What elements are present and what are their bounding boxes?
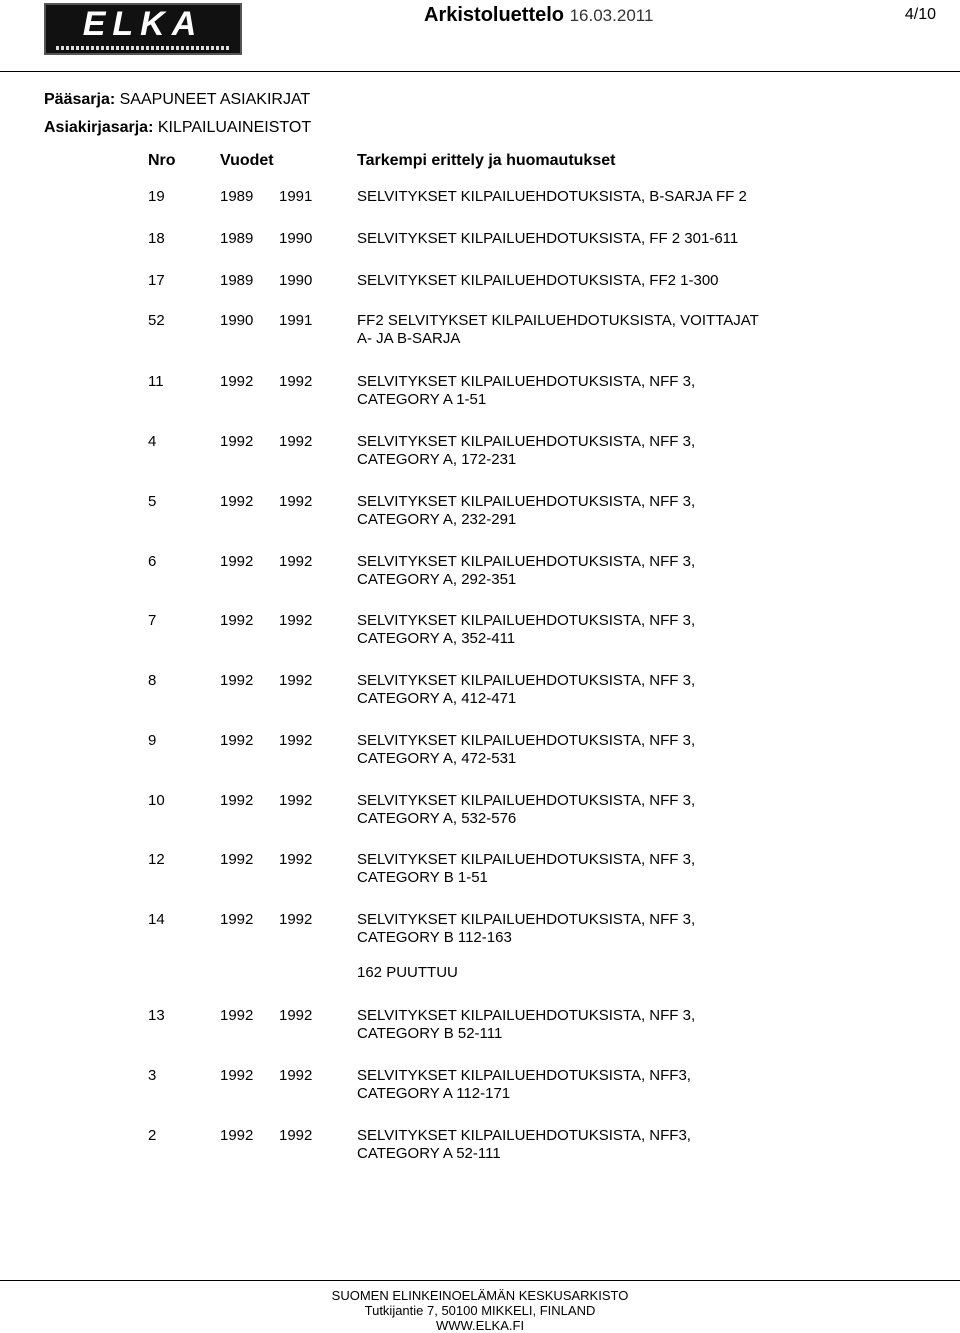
end-year: 1992 <box>279 792 313 809</box>
start-year: 1992 <box>220 493 254 510</box>
end-year: 1992 <box>279 612 313 629</box>
end-year: 1992 <box>279 373 313 390</box>
start-year: 1992 <box>220 672 254 689</box>
description-line-1: SELVITYKSET KILPAILUEHDOTUKSISTA, NFF3, <box>357 1127 691 1144</box>
record-number: 13 <box>148 1007 165 1024</box>
description-line-2: CATEGORY B 112-163 <box>357 929 512 946</box>
start-year: 1992 <box>220 1127 254 1144</box>
description-line-1: SELVITYKSET KILPAILUEHDOTUKSISTA, NFF3, <box>357 1067 691 1084</box>
record-description <box>357 672 917 708</box>
record-description <box>357 612 917 648</box>
column-header-years: Vuodet <box>220 152 274 169</box>
start-year: 1989 <box>220 272 254 289</box>
end-year: 1990 <box>279 272 313 289</box>
description-line-1: SELVITYKSET KILPAILUEHDOTUKSISTA, NFF 3, <box>357 553 696 570</box>
start-year: 1989 <box>220 230 254 247</box>
end-year: 1992 <box>279 433 313 450</box>
record-description <box>357 188 917 206</box>
description-line-1: SELVITYKSET KILPAILUEHDOTUKSISTA, B-SARJA FF 2 <box>357 188 747 205</box>
footer-address: Tutkijantie 7, 50100 MIKKELI, FINLAND <box>364 1303 596 1318</box>
main-series-value: SAAPUNEET ASIAKIRJAT <box>119 91 311 108</box>
start-year: 1992 <box>220 1067 254 1084</box>
record-number: 12 <box>148 851 165 868</box>
record-number: 9 <box>148 732 157 749</box>
end-year: 1992 <box>279 553 313 570</box>
start-year: 1992 <box>220 732 254 749</box>
description-line-1: SELVITYKSET KILPAILUEHDOTUKSISTA, FF2 1-300 <box>357 272 719 289</box>
record-number: 10 <box>148 792 165 809</box>
end-year: 1992 <box>279 1127 313 1144</box>
document-series-value: KILPAILUAINEISTOT <box>157 119 312 136</box>
record-number: 4 <box>148 433 157 450</box>
description-line-1: SELVITYKSET KILPAILUEHDOTUKSISTA, NFF 3, <box>357 373 696 390</box>
record-description <box>357 553 917 589</box>
end-year: 1992 <box>279 732 313 749</box>
start-year: 1992 <box>220 612 254 629</box>
start-year: 1992 <box>220 1007 254 1024</box>
elka-logo <box>44 3 242 55</box>
document-date: 16.03.2011 <box>569 6 654 25</box>
description-line-1: SELVITYKSET KILPAILUEHDOTUKSISTA, NFF 3, <box>357 612 696 629</box>
record-description <box>357 272 917 290</box>
document-title <box>424 4 653 27</box>
record-number: 3 <box>148 1067 157 1084</box>
start-year: 1992 <box>220 851 254 868</box>
description-line-2: CATEGORY B 52-111 <box>357 1025 503 1042</box>
record-description <box>357 1127 917 1163</box>
record-description <box>357 1007 917 1043</box>
start-year: 1989 <box>220 188 254 205</box>
record-number: 7 <box>148 612 157 629</box>
missing-note: 162 PUUTTUU <box>357 964 458 981</box>
start-year: 1992 <box>220 792 254 809</box>
end-year: 1992 <box>279 851 313 868</box>
logo-subtitle-strip <box>56 46 230 50</box>
record-number: 17 <box>148 272 165 289</box>
page-number: 4/10 <box>904 6 936 23</box>
description-line-2: CATEGORY A, 232-291 <box>357 511 517 528</box>
end-year: 1991 <box>279 188 313 205</box>
column-header-details: Tarkempi erittely ja huomautukset <box>357 152 616 169</box>
start-year: 1990 <box>220 312 254 329</box>
footer-website: WWW.ELKA.FI <box>435 1318 525 1333</box>
document-series <box>44 118 311 138</box>
description-line-2: CATEGORY A, 472-531 <box>357 750 517 767</box>
record-number: 11 <box>148 373 164 390</box>
start-year: 1992 <box>220 373 254 390</box>
record-number: 18 <box>148 230 165 247</box>
end-year: 1991 <box>279 312 313 329</box>
description-line-1: SELVITYKSET KILPAILUEHDOTUKSISTA, NFF 3, <box>357 911 696 928</box>
record-description <box>357 312 917 348</box>
description-line-2: A- JA B-SARJA <box>357 330 461 347</box>
record-number: 19 <box>148 188 165 205</box>
record-description <box>357 1067 917 1103</box>
description-line-2: CATEGORY A 1-51 <box>357 391 487 408</box>
description-line-2: CATEGORY B 1-51 <box>357 869 488 886</box>
footer-divider <box>0 1280 960 1281</box>
record-description <box>357 792 917 828</box>
document-series-label: Asiakirjasarja: <box>44 119 154 136</box>
description-line-1: SELVITYKSET KILPAILUEHDOTUKSISTA, NFF 3, <box>357 672 696 689</box>
record-number: 14 <box>148 911 165 928</box>
record-description <box>357 911 917 947</box>
record-description <box>357 373 917 409</box>
record-number: 2 <box>148 1127 157 1144</box>
description-line-1: SELVITYKSET KILPAILUEHDOTUKSISTA, NFF 3, <box>357 433 696 450</box>
start-year: 1992 <box>220 911 254 928</box>
record-number: 8 <box>148 672 157 689</box>
description-line-2: CATEGORY A, 352-411 <box>357 630 516 647</box>
record-description <box>357 732 917 768</box>
end-year: 1992 <box>279 493 313 510</box>
description-line-2: CATEGORY A, 172-231 <box>357 451 517 468</box>
column-header-nro: Nro <box>148 152 176 169</box>
description-line-1: SELVITYKSET KILPAILUEHDOTUKSISTA, NFF 3, <box>357 493 696 510</box>
end-year: 1990 <box>279 230 313 247</box>
main-series <box>44 90 310 110</box>
description-line-1: SELVITYKSET KILPAILUEHDOTUKSISTA, NFF 3, <box>357 1007 696 1024</box>
record-number: 6 <box>148 553 157 570</box>
description-line-1: SELVITYKSET KILPAILUEHDOTUKSISTA, NFF 3, <box>357 792 696 809</box>
description-line-1: SELVITYKSET KILPAILUEHDOTUKSISTA, NFF 3, <box>357 732 696 749</box>
record-number: 52 <box>148 312 165 329</box>
description-line-2: CATEGORY A 112-171 <box>357 1085 511 1102</box>
record-description <box>357 230 917 248</box>
description-line-2: CATEGORY A, 412-471 <box>357 690 517 707</box>
record-description <box>357 851 917 887</box>
end-year: 1992 <box>279 672 313 689</box>
description-line-2: CATEGORY A, 532-576 <box>357 810 517 827</box>
start-year: 1992 <box>220 433 254 450</box>
description-line-1: SELVITYKSET KILPAILUEHDOTUKSISTA, FF 2 301-611 <box>357 230 739 247</box>
description-line-2: CATEGORY A, 292-351 <box>357 571 517 588</box>
record-number: 5 <box>148 493 157 510</box>
description-line-1: FF2 SELVITYKSET KILPAILUEHDOTUKSISTA, VOITTAJAT <box>357 312 759 329</box>
end-year: 1992 <box>279 911 313 928</box>
end-year: 1992 <box>279 1007 313 1024</box>
end-year: 1992 <box>279 1067 313 1084</box>
description-line-2: CATEGORY A 52-111 <box>357 1145 501 1162</box>
record-description <box>357 493 917 529</box>
main-series-label: Pääsarja: <box>44 91 116 108</box>
logo-text: ELKA <box>82 5 204 43</box>
footer-organization: SUOMEN ELINKEINOELÄMÄN KESKUSARKISTO <box>331 1288 629 1303</box>
header-divider <box>0 71 960 72</box>
start-year: 1992 <box>220 553 254 570</box>
description-line-1: SELVITYKSET KILPAILUEHDOTUKSISTA, NFF 3, <box>357 851 696 868</box>
record-description <box>357 433 917 469</box>
title-text: Arkistoluettelo <box>424 4 565 26</box>
